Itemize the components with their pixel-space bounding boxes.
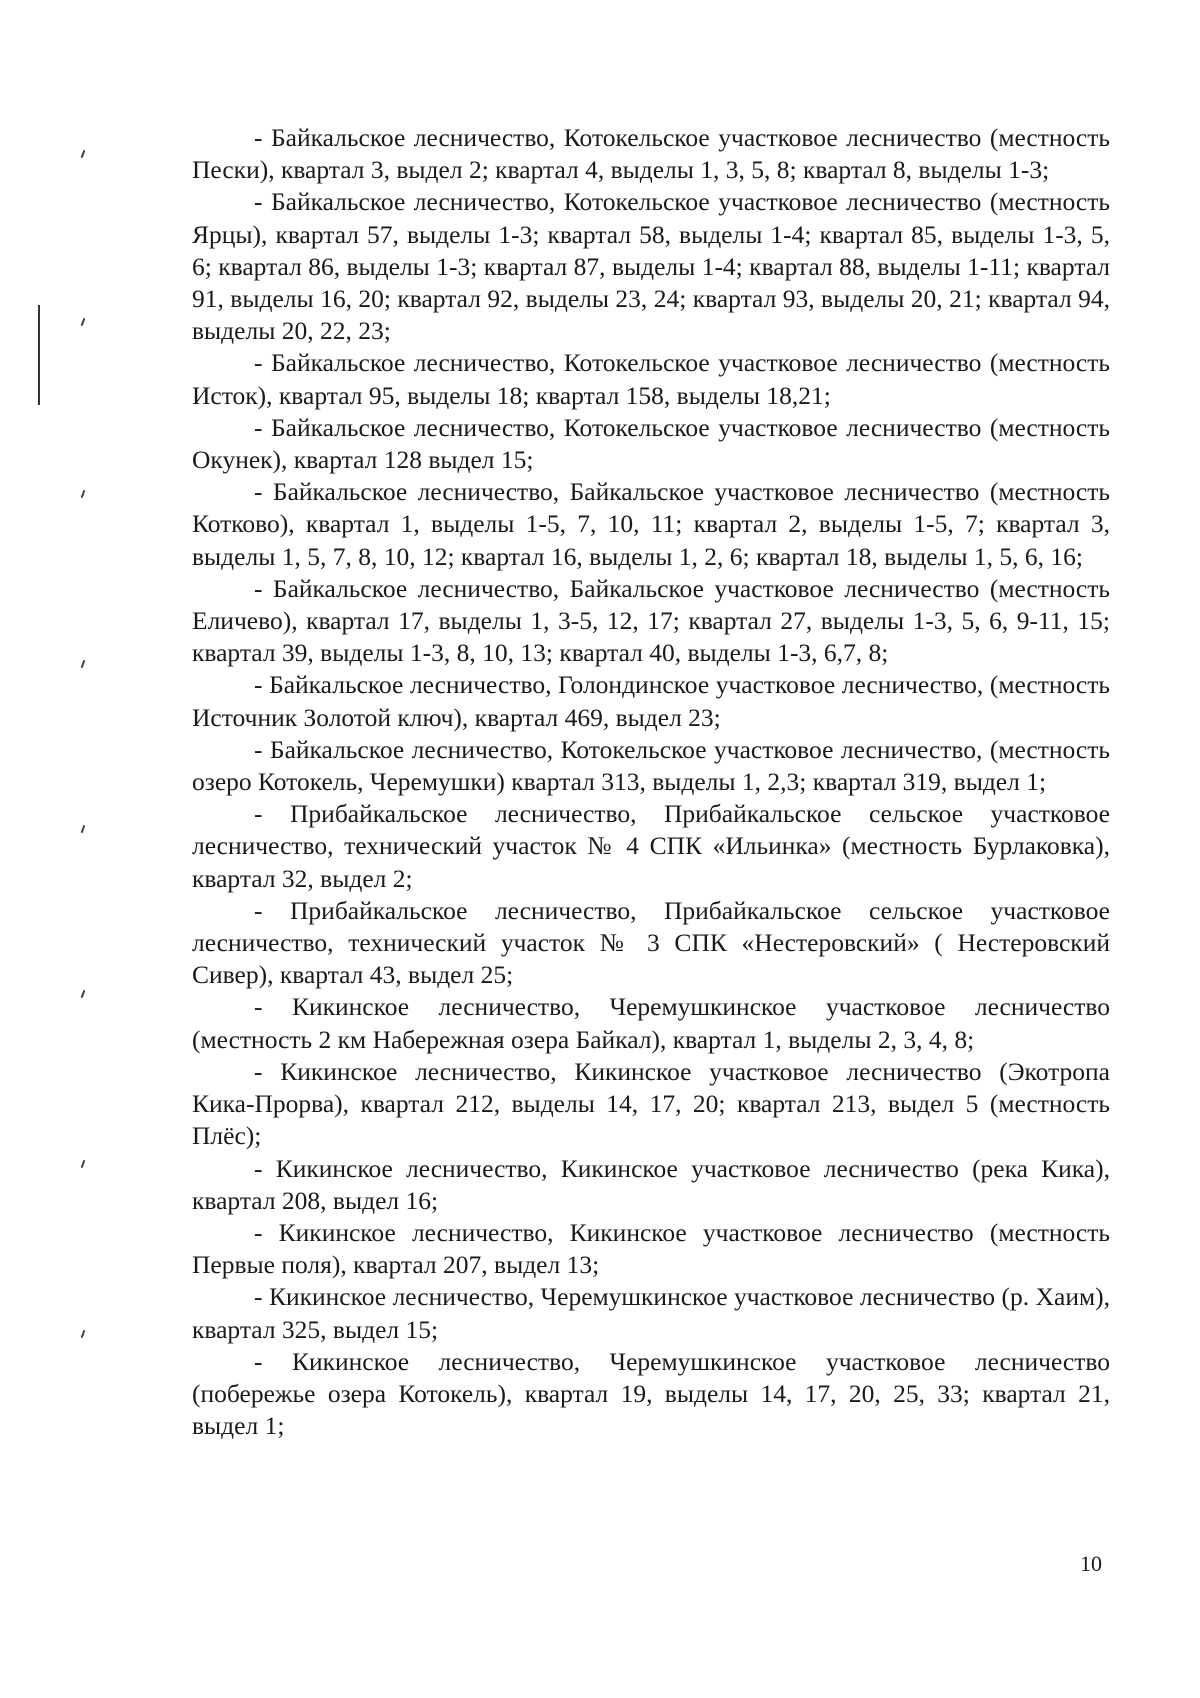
list-item: - Кикинское лесничество, Кикинское участковое лесничество (река Кика), квартал 208, выдел 16; [192,1153,1110,1215]
scan-mark [81,1330,86,1338]
list-item: - Байкальское лесничество, Байкальское участковое лесничество (местность Еличево), квартал 17, выделы 1, 3-5, 12, 17; квартал 27, выделы 1-3, 5, 6, 9-11, 15; квартал 39, выделы 1-3, 8, 10, 13; квартал 40, выделы 1-3, 6,7, 8; [192,573,1110,668]
scan-mark [81,150,86,158]
scan-mark [81,1160,86,1168]
list-item: - Байкальское лесничество, Котокельское участковое лесничество (местность Ярцы), квартал 57, выделы 1-3; квартал 58, выделы 1-4; квартал 85, выделы 1-3, 5, 6; квартал 86, выделы 1-3; квартал 87, выделы 1-4; квартал 88, выделы 1-11; квартал 91, выделы 16, 20; квартал 92, выделы 23, 24; квартал 93, выделы 20, 21; квартал 94, выделы 20, 22, 23; [192,187,1110,346]
list-item: - Кикинское лесничество, Черемушкинское участковое лесничество (местность 2 км Набережная озера Байкал), квартал 1, выделы 2, 3, 4, 8; [192,992,1110,1054]
scan-mark [81,825,86,833]
scan-mark [81,318,86,326]
list-item: - Кикинское лесничество, Кикинское участковое лесничество (Экотропа Кика-Прорва), квартал 212, выделы 14, 17, 20; квартал 213, выдел 5 (местность Плёс); [192,1056,1110,1151]
list-item: - Байкальское лесничество, Байкальское участковое лесничество (местность Котково), квартал 1, выделы 1-5, 7, 10, 11; квартал 2, выделы 1-5, 7; квартал 3, выделы 1, 5, 7, 8, 10, 12; квартал 16, выделы 1, 2, 6; квартал 18, выделы 1, 5, 6, 16; [192,477,1110,571]
list-item: - Байкальское лесничество, Котокельское участковое лесничество (местность Исток), квартал 95, выделы 18; квартал 158, выделы 18,21; [192,348,1110,410]
document-body [192,122,1110,1442]
scan-line [38,305,40,405]
list-item: - Кикинское лесничество, Черемушкинское участковое лесничество (р. Хаим), квартал 325, выдел 15; [192,1282,1110,1344]
scan-mark [81,990,86,998]
list-item: - Кикинское лесничество, Кикинское участковое лесничество (местность Первые поля), квартал 207, выдел 13; [192,1217,1110,1280]
list-item: - Кикинское лесничество, Черемушкинское участковое лесничество (побережье озера Котокель), квартал 19, выделы 14, 17, 20, 25, 33; квартал 21, выдел 1; [192,1346,1110,1441]
list-item: - Байкальское лесничество, Котокельское участковое лесничество (местность Окунек), квартал 128 выдел 15; [192,412,1110,475]
list-item: - Байкальское лесничество, Котокельское участковое лесничество, (местность озеро Котокель, Черемушки) квартал 313, выделы 1, 2,3; квартал 319, выдел 1; [192,734,1110,797]
scan-mark [81,660,86,668]
list-item: - Байкальское лесничество, Голондинское участковое лесничество, (местность Источник Золотой ключ), квартал 469, выдел 23; [192,670,1110,732]
list-item: - Байкальское лесничество, Котокельское участковое лесничество (местность Пески), квартал 3, выдел 2; квартал 4, выделы 1, 3, 5, 8; квартал 8, выделы 1-3; [192,123,1110,185]
list-item: - Прибайкальское лесничество, Прибайкальское сельское участковое лесничество, технический участок № 3 СПК «Нестеровский» ( Нестеровский Сивер), квартал 43, выдел 25; [192,895,1110,990]
scan-mark [81,490,86,498]
list-item: - Прибайкальское лесничество, Прибайкальское сельское участковое лесничество, технический участок № 4 СПК «Ильинка» (местность Бурлаковка), квартал 32, выдел 2; [192,799,1110,893]
page-number: 10 [1080,1551,1102,1576]
